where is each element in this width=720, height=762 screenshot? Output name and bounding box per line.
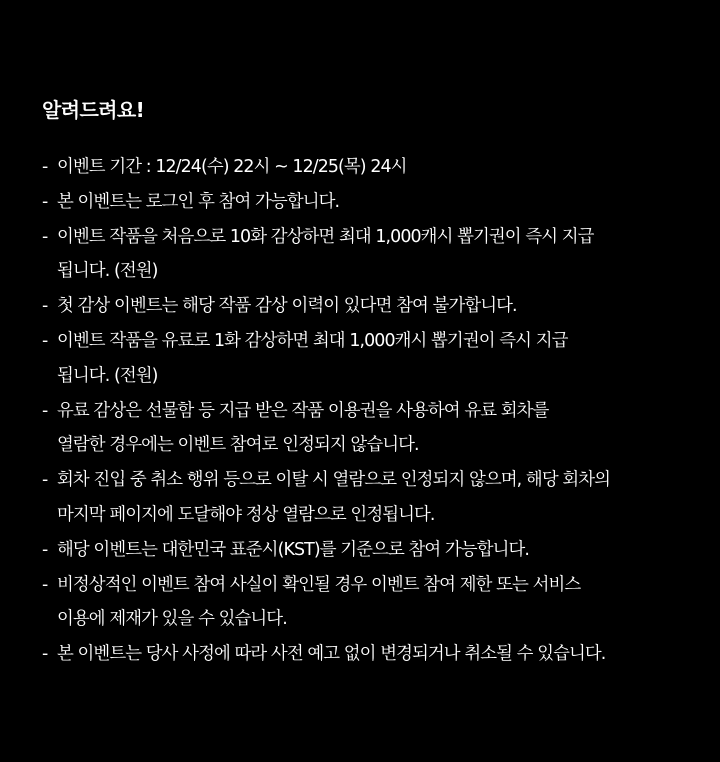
notice-item-line: 첫 감상 이벤트는 해당 작품 감상 이력이 있다면 참여 불가합니다. (57, 296, 517, 317)
bullet-dash: - (42, 157, 48, 177)
notice-item-paid-view-condition (42, 394, 704, 464)
notice-item-line: 이벤트 작품을 처음으로 10화 감상하면 최대 1,000캐시 뽑기권이 즉시 지급 (57, 226, 594, 247)
notice-item-line: 비정상적인 이벤트 참여 사실이 확인될 경우 이벤트 참여 제한 또는 서비스 (57, 574, 581, 595)
bullet-dash: - (42, 470, 48, 491)
notice-item-abuse-policy (42, 568, 704, 638)
bullet-dash: - (42, 191, 48, 212)
notice-item-timezone (42, 533, 704, 568)
bullet-dash: - (42, 539, 48, 560)
notice-item-line: 이벤트 기간 : 12/24(수) 22시 ~ 12/25(목) 24시 (57, 157, 407, 177)
notice-item-line: 회차 진입 중 취소 행위 등으로 이탈 시 열람으로 인정되지 않으며, 해당 회차의 (57, 470, 611, 491)
notice-item-paid-view-reward (42, 324, 704, 394)
notice-item-line: 됩니다. (전원) (57, 365, 158, 386)
notice-item-line: 마지막 페이지에 도달해야 정상 열람으로 인정됩니다. (57, 504, 435, 525)
notice-item-line: 해당 이벤트는 대한민국 표준시(KST)를 기준으로 참여 가능합니다. (57, 539, 530, 560)
notice-list (42, 150, 704, 672)
bullet-dash: - (42, 330, 48, 351)
notice-item-period (42, 150, 704, 185)
bullet-dash: - (42, 574, 48, 595)
notice-item-line: 열람한 경우에는 이벤트 참여로 인정되지 않습니다. (57, 435, 419, 456)
notice-item-login (42, 185, 704, 220)
notice-item-line: 됩니다. (전원) (57, 261, 158, 282)
notice-item-line: 이벤트 작품을 유료로 1화 감상하면 최대 1,000캐시 뽑기권이 즉시 지급 (57, 330, 568, 351)
notice-item-line: 본 이벤트는 로그인 후 참여 가능합니다. (57, 191, 340, 212)
notice-item-first-view-restriction (42, 289, 704, 324)
notice-item-first-view-reward (42, 220, 704, 290)
notice-item-line: 유료 감상은 선물함 등 지급 받은 작품 이용권을 사용하여 유료 회차를 (57, 400, 549, 421)
notice-item-change-policy (42, 637, 704, 672)
bullet-dash: - (42, 226, 48, 247)
bullet-dash: - (42, 644, 48, 665)
notice-item-view-completion (42, 463, 704, 533)
bullet-dash: - (42, 296, 48, 317)
bullet-dash: - (42, 400, 48, 421)
notice-item-line: 본 이벤트는 당사 사정에 따라 사전 예고 없이 변경되거나 취소될 수 있습니다. (57, 644, 606, 665)
notice-title: 알려드려요! (42, 98, 145, 122)
notice-item-line: 이용에 제재가 있을 수 있습니다. (57, 609, 287, 630)
